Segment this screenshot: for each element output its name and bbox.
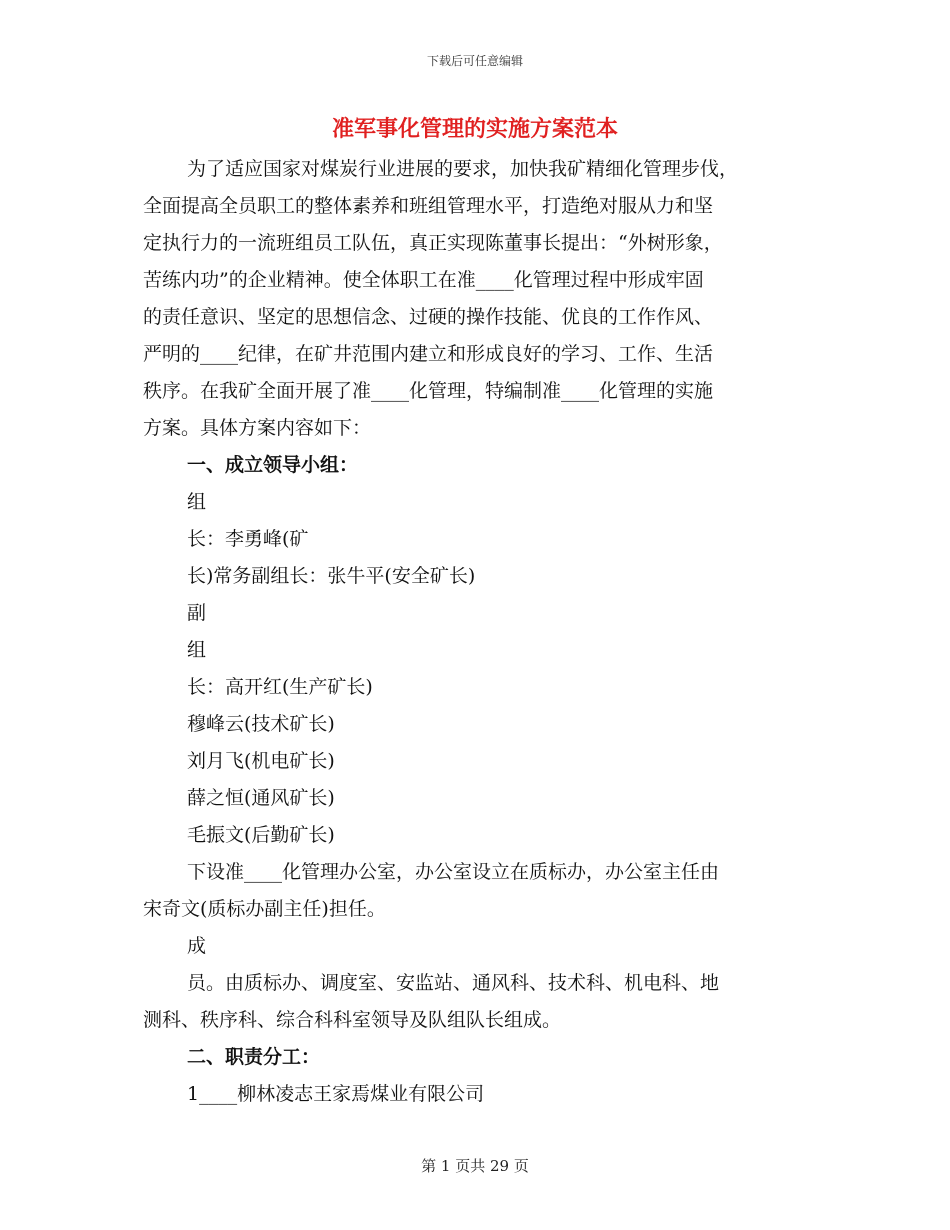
body-line: 穆峰云(技术矿长) bbox=[187, 713, 335, 735]
body-line: 刘月飞(机电矿长) bbox=[187, 750, 335, 772]
body-line: 方案。具体方案内容如下： bbox=[143, 417, 372, 439]
document-body bbox=[143, 151, 813, 1113]
body-line: 长：高开红(生产矿长) bbox=[187, 676, 373, 698]
body-line: 长)常务副组长：张牛平(安全矿长) bbox=[187, 565, 476, 587]
body-line: 全面提高全员职工的整体素养和班组管理水平，打造绝对服从力和坚 bbox=[143, 195, 714, 217]
page-footer: 第 1 页共 29 页 bbox=[421, 1157, 529, 1175]
body-line: 薛之恒(通风矿长) bbox=[187, 787, 335, 809]
body-line: 成 bbox=[187, 935, 207, 957]
body-line: 的责任意识、坚定的思想信念、过硬的操作技能、优良的工作作风、 bbox=[143, 306, 714, 328]
body-line: 测科、秩序科、综合科科室领导及队组队长组成。 bbox=[143, 1009, 562, 1031]
body-line: 秩序。在我矿全面开展了准____化管理，特编制准____化管理的实施 bbox=[143, 380, 714, 402]
body-line: 副 bbox=[187, 602, 207, 624]
body-line: 组 bbox=[187, 639, 207, 661]
body-line: 苦练内功”的企业精神。使全体职工在准____化管理过程中形成牢固 bbox=[143, 269, 704, 291]
section-heading: 一、成立领导小组： bbox=[187, 454, 359, 476]
page-header: 下载后可任意编辑 bbox=[426, 54, 523, 68]
body-line: 宋奇文(质标办副主任)担任。 bbox=[143, 898, 386, 920]
document-title: 准军事化管理的实施方案范本 bbox=[331, 116, 618, 142]
body-line: 长：李勇峰(矿 bbox=[187, 528, 309, 550]
body-line: 员。由质标办、调度室、安监站、通风科、技术科、机电科、地 bbox=[187, 972, 720, 994]
body-line: 1____柳林凌志王家焉煤业有限公司 bbox=[187, 1083, 485, 1105]
body-line: 毛振文(后勤矿长) bbox=[187, 824, 335, 846]
section-heading: 二、职责分工： bbox=[187, 1046, 321, 1068]
body-line: 组 bbox=[187, 491, 207, 513]
body-line: 下设准____化管理办公室，办公室设立在质标办，办公室主任由 bbox=[187, 861, 720, 883]
body-line: 严明的____纪律，在矿井范围内建立和形成良好的学习、工作、生活 bbox=[143, 343, 714, 365]
body-line: 为了适应国家对煤炭行业进展的要求，加快我矿精细化管理步伐， bbox=[187, 158, 739, 180]
body-line: 定执行力的一流班组员工队伍，真正实现陈董事长提出：“外树形象， bbox=[143, 232, 723, 254]
